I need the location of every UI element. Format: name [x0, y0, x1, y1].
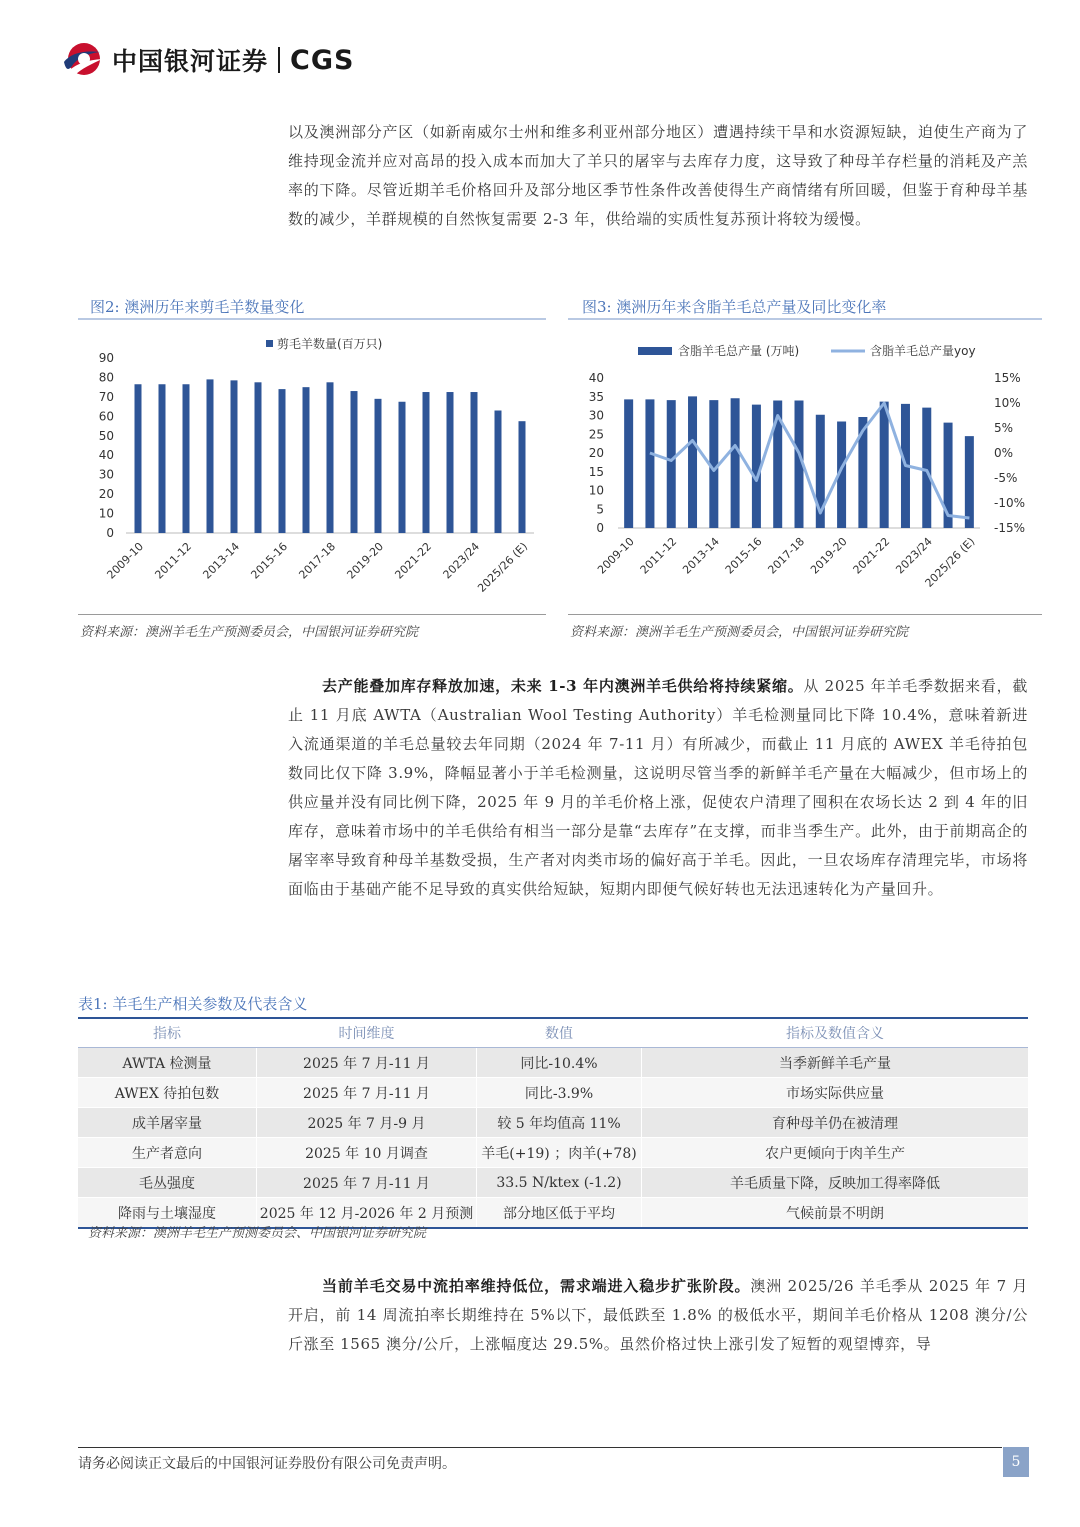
- table-header-cell: 指标: [78, 1018, 257, 1048]
- chart-bar: [351, 391, 358, 533]
- table-cell: 2025 年 12 月-2026 年 2 月预测: [257, 1198, 477, 1229]
- y-tick-label: 20: [98, 487, 114, 502]
- chart-bar: [471, 392, 478, 533]
- chart-bar: [327, 382, 334, 533]
- chart-bar: [231, 380, 238, 533]
- x-tick-label: 2019-20: [808, 534, 850, 577]
- page-number: 5: [1003, 1447, 1029, 1477]
- table-row: [78, 1108, 1028, 1138]
- chart-bar: [645, 399, 654, 528]
- y-right-tick-label: -10%: [994, 496, 1026, 510]
- wool-parameter-table: [78, 1017, 1028, 1229]
- x-tick-label: 2013-14: [200, 539, 243, 582]
- legend-label: 含脂羊毛总产量yoy: [870, 344, 976, 358]
- table-row: [78, 1138, 1028, 1168]
- figure2-source: 资料来源：澳洲羊毛生产预测委员会，中国银河证券研究院: [80, 625, 419, 640]
- figure3-top-rule: [568, 318, 1042, 320]
- table-cell: 降雨与土壤湿度: [78, 1198, 257, 1229]
- x-tick-label: 2009-10: [104, 539, 147, 582]
- table-cell: 羊毛(+19) ；肉羊(+78): [477, 1138, 642, 1168]
- table-cell: 气候前景不明朗: [642, 1198, 1029, 1229]
- chart-bar: [667, 400, 676, 528]
- y-tick-label: 60: [98, 409, 114, 424]
- chart-bar: [279, 389, 286, 533]
- figure2-top-rule: [78, 318, 546, 320]
- table-cell: 毛丛强度: [78, 1168, 257, 1198]
- chart-bar: [399, 402, 406, 533]
- chart-bar: [519, 421, 526, 533]
- footer-disclaimer: 请务必阅读正文最后的中国银河证券股份有限公司免责声明。: [78, 1456, 456, 1472]
- table-header-cell: 指标及数值含义: [642, 1018, 1029, 1048]
- chart-bar: [731, 398, 740, 528]
- paragraph2-lead: 去产能叠加库存释放加速，未来 1-3 年内澳洲羊毛供给将持续紧缩。: [322, 677, 804, 695]
- figure2-bottom-rule: [78, 614, 546, 615]
- figure3-source: 资料来源：澳洲羊毛生产预测委员会，中国银河证券研究院: [570, 625, 909, 640]
- table-row: [78, 1078, 1028, 1108]
- wool-production-combo-chart: [568, 328, 1042, 612]
- table-cell: 羊毛质量下降，反映加工得率降低: [642, 1168, 1029, 1198]
- y-right-tick-label: 15%: [994, 371, 1021, 385]
- x-tick-label: 2011-12: [152, 539, 195, 582]
- table-cell: 2025 年 7 月-11 月: [257, 1078, 477, 1108]
- x-tick-label: 2009-10: [595, 534, 637, 577]
- table1-source: 资料来源：澳洲羊毛生产预测委员会、中国银河证券研究院: [88, 1226, 427, 1241]
- y-left-tick-label: 30: [588, 408, 604, 423]
- logo-divider: [278, 47, 280, 73]
- y-tick-label: 30: [98, 467, 114, 482]
- x-tick-label: 2019-20: [344, 539, 387, 582]
- chart-bar: [255, 382, 262, 533]
- body-paragraph-1: 以及澳洲部分产区（如新南威尔士州和维多利亚州部分地区）遭遇持续干旱和水资源短缺，迫使生产商为了维持现金流并应对高昂的投入成本而加大了羊只的屠宰与去库存力度，这导致了种母羊存栏量的消耗及产羔率的下降。尽管近期羊毛价格回升及部分地区季节性条件改善使得生产商情绪有所回暖，但鉴于育种母羊基数的减少，羊群规模的自然恢复需要 2-3 年，供给端的实质性复苏预计将较为缓慢。: [288, 123, 1028, 228]
- y-left-tick-label: 15: [588, 464, 604, 479]
- table-cell: 2025 年 7 月-11 月: [257, 1048, 477, 1078]
- y-tick-label: 80: [98, 370, 114, 385]
- x-tick-label: 2025/26 (E): [475, 539, 531, 595]
- table-cell: AWTA 检测量: [78, 1048, 257, 1078]
- sheep-count-bar-chart: [78, 328, 546, 612]
- chart-bar: [922, 408, 931, 528]
- paragraph3-text: 澳洲 2025/26 羊毛季从 2025 年 7 月开启，前 14 周流拍率长期维持在 5%以下，最低跌至 1.8% 的极低水平，期间羊毛价格从 1208 澳分/公斤涨至 1565 澳分/公斤，上涨幅度达 29.5%。虽然价格过快上涨引发了短暂的观望博弈，导: [288, 1277, 1028, 1353]
- y-left-tick-label: 0: [596, 521, 604, 535]
- chart-bar: [159, 384, 166, 533]
- y-tick-label: 50: [98, 428, 114, 443]
- y-left-tick-label: 25: [588, 427, 604, 442]
- table-cell: 33.5 N/ktex (-1.2): [477, 1168, 642, 1198]
- table-cell: 市场实际供应量: [642, 1078, 1029, 1108]
- x-tick-label: 2015-16: [248, 539, 291, 582]
- chart-bar: [965, 436, 974, 528]
- footer-divider: [78, 1447, 1002, 1448]
- x-tick-label: 2017-18: [296, 539, 339, 582]
- figure3-bottom-rule: [568, 614, 1042, 615]
- y-tick-label: 70: [98, 389, 114, 404]
- chart-bar: [688, 396, 697, 528]
- logo-text-cn: 中国银河证券: [112, 47, 269, 76]
- chart-bar: [135, 384, 142, 533]
- table-header-cell: 时间维度: [257, 1018, 477, 1048]
- table-row: [78, 1048, 1028, 1078]
- body-paragraph-2: [288, 672, 1028, 904]
- company-logo: [60, 40, 354, 80]
- y-right-tick-label: 10%: [994, 396, 1021, 410]
- table-header-row: [78, 1018, 1028, 1048]
- y-left-tick-label: 40: [588, 371, 604, 385]
- figure2-caption: 图2: 澳洲历年来剪毛羊数量变化: [90, 298, 305, 316]
- yoy-line: [650, 403, 970, 518]
- table-cell: 当季新鲜羊毛产量: [642, 1048, 1029, 1078]
- x-tick-label: 2013-14: [680, 534, 722, 577]
- paragraph2-text: 从 2025 年羊毛季数据来看，截止 11 月底 AWTA（Australian Wool Testing Authority）羊毛检测量同比下降 10.4%，意味着新进入流通渠道的羊毛总量较去年同期（2024 年 7-11 月）有所减少，而截止 11 月底的 AWEX 羊毛待拍包数同比仅下降 3.9%，降幅显著小于羊毛检测量，这说明尽管当季的新鲜羊毛产量在大幅减少，但市场上的供应量并没有同比例下降，2025 年 9 月的羊毛价格上涨，促使农户清理了囤积在农场长达 2 到 4 年的旧库存，意味着市场中的羊毛供给有相当一部分是靠“去库存”在支撑，而非当季生产。此外，由于前期高企的屠宰率导致育种母羊基数受损，生产者对肉类市场的偏好高于羊毛。因此，一旦农场库存清理完毕，市场将面临由于基础产能不足导致的真实供给短缺，短期内即便气候好转也无法迅速转化为产量回升。: [288, 677, 1028, 898]
- table-cell: 生产者意向: [78, 1138, 257, 1168]
- table-cell: 2025 年 10 月调查: [257, 1138, 477, 1168]
- figure3-caption: 图3: 澳洲历年来含脂羊毛总产量及同比变化率: [582, 298, 887, 316]
- chart-bar: [624, 399, 633, 528]
- x-tick-label: 2011-12: [637, 534, 680, 577]
- table-row: [78, 1168, 1028, 1198]
- y-tick-label: 40: [98, 448, 114, 463]
- table-cell: 农户更倾向于肉羊生产: [642, 1138, 1029, 1168]
- y-left-tick-label: 20: [588, 446, 604, 460]
- x-tick-label: 2017-18: [765, 534, 808, 577]
- table-cell: 同比-10.4%: [477, 1048, 642, 1078]
- y-tick-label: 0: [106, 526, 114, 540]
- x-tick-label: 2021-22: [850, 534, 893, 577]
- x-tick-label: 2015-16: [722, 534, 765, 577]
- table-header-cell: 数值: [477, 1018, 642, 1048]
- table-cell: 2025 年 7 月-9 月: [257, 1108, 477, 1138]
- table-cell: AWEX 待拍包数: [78, 1078, 257, 1108]
- x-tick-label: 2023/24: [893, 534, 935, 577]
- table-cell: 2025 年 7 月-11 月: [257, 1168, 477, 1198]
- y-tick-label: 10: [98, 506, 114, 521]
- y-right-tick-label: -15%: [994, 521, 1026, 535]
- table-cell: 育种母羊仍在被清理: [642, 1108, 1029, 1138]
- table-cell: 部分地区低于平均: [477, 1198, 642, 1229]
- table-cell: 成羊屠宰量: [78, 1108, 257, 1138]
- x-tick-label: 2025/26 (E): [922, 534, 978, 590]
- legend-swatch-bar: [638, 347, 672, 355]
- x-tick-label: 2021-22: [392, 539, 435, 582]
- chart-bar: [880, 402, 889, 528]
- paragraph3-lead: 当前羊毛交易中流拍率维持低位，需求端进入稳步扩张阶段。: [322, 1277, 751, 1295]
- x-tick-label: 2023/24: [440, 539, 483, 582]
- chart-bar: [183, 384, 190, 533]
- y-right-tick-label: 5%: [994, 421, 1014, 435]
- chart-bar: [495, 411, 502, 534]
- y-left-tick-label: 5: [596, 502, 604, 517]
- legend-swatch: [266, 340, 273, 347]
- chart-bar: [207, 379, 214, 533]
- body-paragraph-3: [288, 1272, 1028, 1359]
- galaxy-logo-icon: [60, 40, 104, 80]
- y-left-tick-label: 35: [588, 389, 604, 404]
- legend-label: 剪毛羊数量(百万只): [277, 337, 383, 351]
- y-left-tick-label: 10: [588, 483, 604, 498]
- y-tick-label: 90: [98, 351, 114, 365]
- logo-text-en: CGS: [290, 44, 355, 76]
- chart-bar: [447, 392, 454, 533]
- legend-label: 含脂羊毛总产量 (万吨): [678, 344, 800, 358]
- chart-bar: [423, 392, 430, 533]
- table-cell: 同比-3.9%: [477, 1078, 642, 1108]
- chart-bar: [375, 399, 382, 533]
- y-right-tick-label: 0%: [994, 446, 1014, 460]
- chart-bar: [303, 387, 310, 533]
- table1-caption: 表1: 羊毛生产相关参数及代表含义: [78, 995, 308, 1013]
- y-right-tick-label: -5%: [994, 471, 1018, 485]
- table-cell: 较 5 年均值高 11%: [477, 1108, 642, 1138]
